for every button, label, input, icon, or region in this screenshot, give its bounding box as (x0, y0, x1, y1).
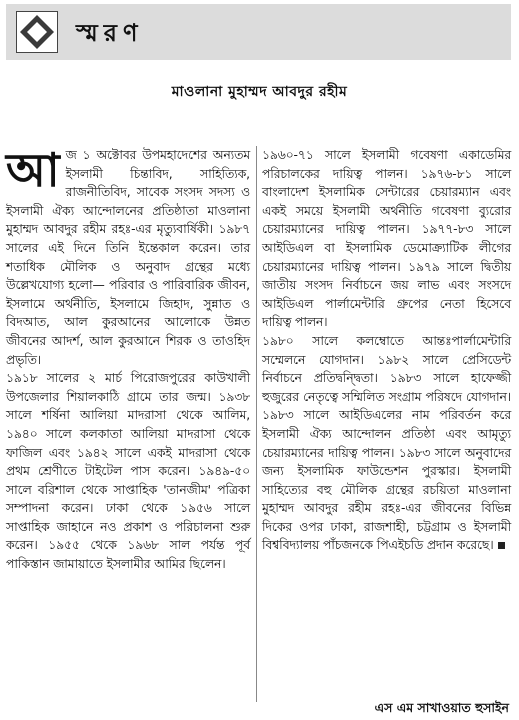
section-banner (6, 4, 511, 60)
article-paragraph: জ ১ অক্টোবর উপমহাদেশের অন্যতম ইসলামী চিন্তাবিদ, সাহিত্যিক, রাজনীতিবিদ, সাবেক সংসদ সদস্য ও ইসলামী ঐক্য আন্দোলনের প্রতিষ্ঠাতা মাওলানা মুহাম্মদ আবদুর রহীম রহঃ-এর মৃত্যুবার্ষিকী। ১৯৮৭ সালের এই দিনে তিনি ইন্তেকাল করেন। তার শতাধিক মৌলিক ও অনুবাদ গ্রন্থের মধ্যে উল্লেখযোগ্য হলো— পরিবার ও পারিবারিক জীবন, ইসলামে অর্থনীতি, ইসলামে জিহাদ, সুন্নাত ও বিদআত, আল কুরআনের আলোকে উন্নত জীবনের আদর্শ, আল কুরআনে শিরক ও তাওহিদ প্রভৃতি। (6, 148, 250, 367)
banner-logo-box (16, 11, 58, 53)
article-paragraph: ১৯৬০-৭১ সালে ইসলামী গবেষণা একাডেমির পরিচালকের দায়িত্ব পালন। ১৯৭৬-৮১ সালে বাংলাদেশ ইসলামিক সেন্টারের চেয়ারম্যান এবং একই সময়ে ইসলামী অর্থনীতি গবেষণা ব্যুরোর চেয়ারম্যানের দায়িত্ব পালন। ১৯৭৭-৮৩ সালে আইডিএল বা ইসলামিক ডেমোক্র্যাটিক লীগের চেয়ারম্যানের দায়িত্ব পালন। ১৯৭৯ সালে দ্বিতীয় জাতীয় সংসদ নির্বাচনে জয় লাভ এবং সংসদে আইডিএল পার্লামেন্টারি গ্রুপের নেতা হিসেবে দায়িত্ব পালন। (262, 148, 511, 330)
article-paragraph: ১৯১৮ সালের ২ মার্চ পিরোজপুরের কাউখালী উপজেলার শিয়ালকাঠি গ্রামে তার জন্ম। ১৯৩৮ সালে শর্ষিনা আলিয়া মাদরাসা থেকে আলিম, ১৯৪০ সালে কলকাতা আলিয়া মাদরাসা থেকে ফাজিল এবং ১৯৪২ সালে একই মাদরাসা থেকে প্রথম শ্রেণীতে টাইটেল পাস করেন। ১৯৪৯-৫০ সালে বরিশাল থেকে সাপ্তাহিক 'তানজীম' পত্রিকা সম্পাদনা করেন। ঢাকা থেকে ১৯৫৬ সালে সাপ্তাহিক জাহানে নও প্রকাশ ও পরিচালনা শুরু করেন। ১৯৫৫ থেকে ১৯৬৮ সাল পর্যন্ত পূর্ব পাকিস্তান জামায়াতে ইসলামীর আমির ছিলেন। (6, 371, 250, 572)
author-byline: এস এম সাখাওয়াত হুসাইন (374, 700, 509, 715)
article-column-right (262, 146, 511, 702)
diamond-icon (17, 12, 57, 52)
end-mark-icon (498, 542, 505, 549)
article-paragraph (262, 332, 511, 555)
column-divider (256, 146, 257, 702)
article-paragraph-text: ১৯৮০ সালে কলম্বোতে আন্তঃপার্লামেন্টারি সম্মেলনে যোগদান। ১৯৮২ সালে প্রেসিডেন্ট নির্বাচনে প্রতিদ্বন্দ্বিতা। ১৯৮৩ সালে হাফেজ্জী হুজুরের নেতৃত্বে সম্মিলিত সংগ্রাম পরিষদে যোগদান। ১৯৮৩ সালে আইডিএলের নাম পরিবর্তন করে ইসলামী ঐক্য আন্দোলন প্রতিষ্ঠা এবং আমৃত্যু চেয়ারম্যানের দায়িত্ব পালন। ১৯৮৩ সালে অনুবাদের জন্য ইসলামিক ফাউন্ডেশন পুরস্কার। ইসলামী সাহিত্যের বহু মৌলিক গ্রন্থের রচয়িতা মাওলানা মুহাম্মদ আবদুর রহীম রহঃ-এর জীবনের বিভিন্ন দিকের ওপর ঢাকা, রাজশাহী, চট্টগ্রাম ও ইসলামী বিশ্ববিদ্যালয় পাঁচজনকে পিএইচডি প্রদান করেছে। (262, 333, 511, 553)
section-title: স্মরণ (76, 19, 144, 47)
article-column-left (6, 143, 250, 702)
article-headline: মাওলানা মুহাম্মদ আবদুর রহীম (171, 84, 348, 100)
drop-cap: আ (6, 143, 60, 197)
